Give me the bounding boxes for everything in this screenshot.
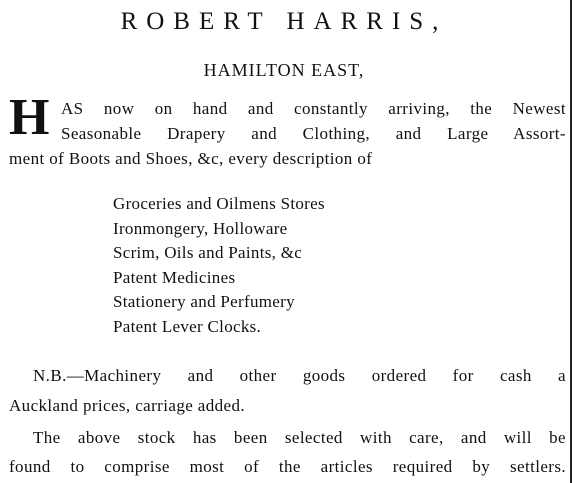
- goods-item-groceries: Groceries and Oilmens Stores: [113, 194, 325, 213]
- drop-cap: H: [9, 89, 50, 146]
- location-heading: HAMILTON EAST,: [203, 60, 365, 80]
- stock-note-line-2: found to comprise most of the articles required by settlers.: [9, 457, 566, 476]
- nota-bene-line-2: Auckland prices, carriage added.: [9, 396, 246, 415]
- intro-line-2: Seasonable Drapery and Clothing, and Large Assort-: [61, 124, 566, 143]
- nota-bene-line-1: N.B.—Machinery and other goods ordered for cash a: [33, 366, 566, 385]
- goods-item-clocks: Patent Lever Clocks.: [113, 316, 262, 336]
- column-rule: [570, 0, 572, 483]
- intro-line-3: ment of Boots and Shoes, &c, every description of: [9, 149, 373, 168]
- goods-item-medicines: Patent Medicines: [113, 267, 236, 287]
- intro-line-1: AS now on hand and constantly arriving, the Newest: [61, 99, 566, 118]
- goods-item-stationery: Stationery and Perfumery: [113, 292, 295, 312]
- goods-list: [113, 192, 325, 340]
- merchant-name: ROBERT HARRIS,: [120, 8, 448, 35]
- goods-item-scrim: Scrim, Oils and Paints, &c: [113, 243, 303, 263]
- goods-item-ironmongery: Ironmongery, Holloware: [113, 218, 288, 238]
- stock-note-line-1: The above stock has been selected with care, and will be: [33, 428, 566, 447]
